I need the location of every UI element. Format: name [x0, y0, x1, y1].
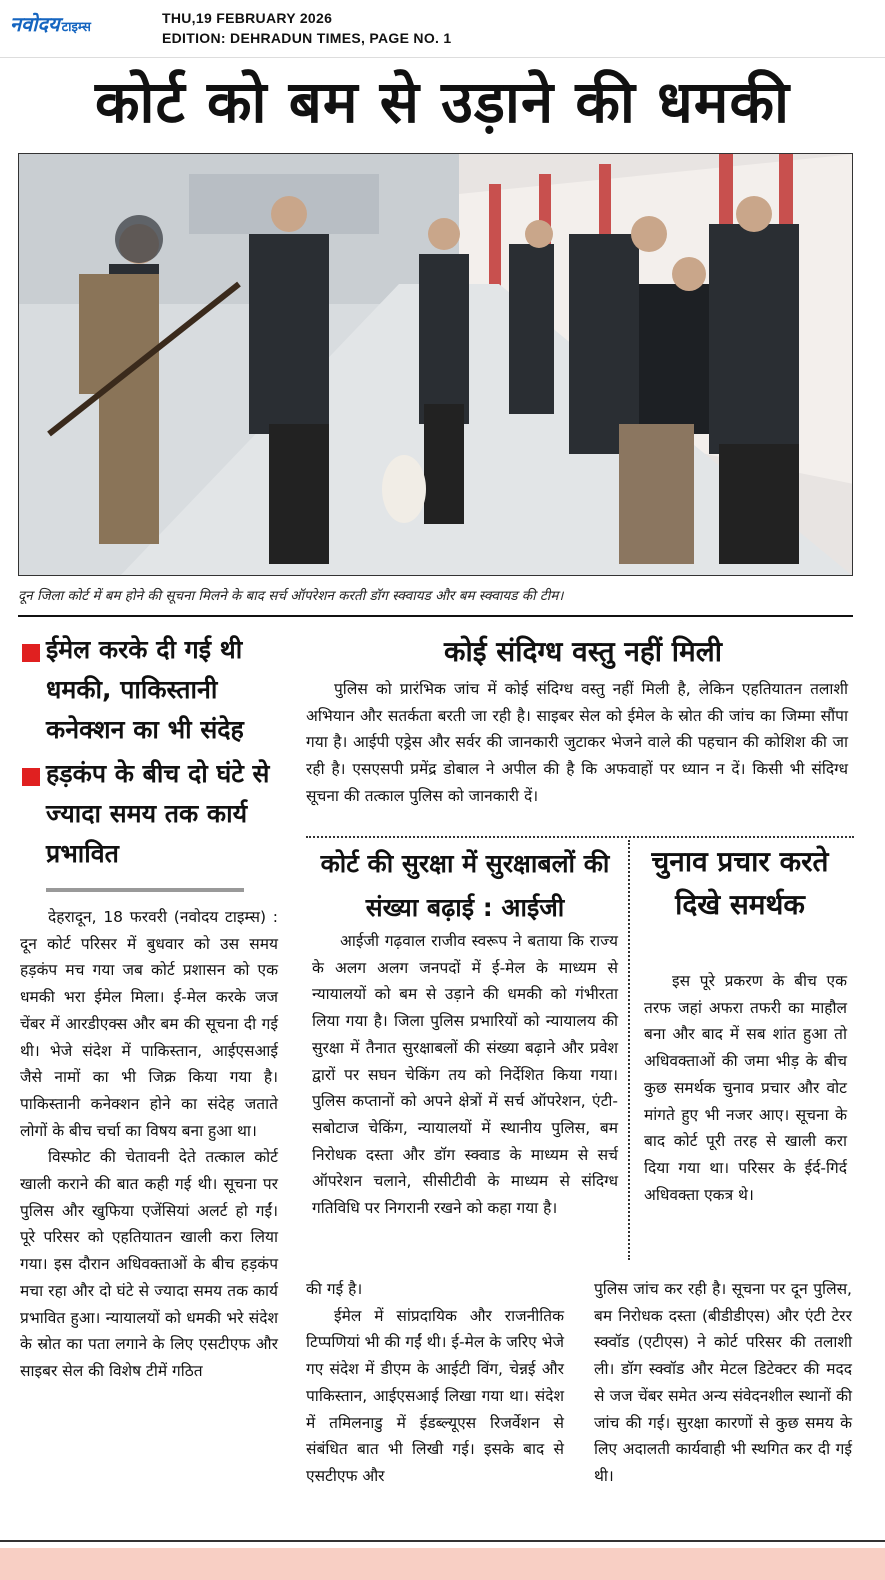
highlights-divider: [46, 888, 244, 892]
logo-sub-text: टाइम्स: [61, 20, 91, 35]
highlight-item: [22, 630, 282, 750]
highlight-text: ईमेल करके दी गई थी धमकी, पाकिस्तानी कनेक्शन का भी संदेह: [46, 635, 244, 744]
photo-illustration: [19, 154, 853, 576]
highlight-text: हड़कंप के बीच दो घंटे से ज्यादा समय तक कार्य प्रभावित: [46, 759, 270, 868]
article-line: की गई है।: [306, 1280, 363, 1298]
footer-divider: [0, 1540, 885, 1542]
main-headline: कोर्ट को बम से उड़ाने की धमकी: [94, 68, 791, 136]
article-paragraph: विस्फोट की चेतावनी देते तत्काल कोर्ट खाली कराने की बात कही गई थी। सूचना पर पुलिस और खुफिया एजेंसियां अलर्ट हो गईं। पूरे परिसर को एहतियातन खाली करा लिया गया। इस दौरान अधिवक्ताओं के बीच हड़कंप मचा रहा और दो घंटे से ज्यादा समय तक कार्य प्रभावित हुआ। न्यायालयों को धमकी भरे संदेश के स्रोत का पता लगाने के लिए एसटीएफ और साइबर सेल की विशेष टीमें गठित: [20, 1148, 278, 1380]
subheading-security-increased: कोर्ट की सुरक्षा में सुरक्षाबलों की संख्या बढ़ाई : आईजी: [320, 849, 610, 922]
article-continuation-column-2: [594, 1276, 852, 1490]
issue-date: THU,19 FEBRUARY 2026: [162, 10, 333, 26]
subheading-campaign-supporters: चुनाव प्रचार करते दिखे समर्थक: [651, 845, 829, 921]
article-left-column: [20, 904, 278, 1385]
news-photo: [18, 153, 853, 576]
photo-caption: दून जिला कोर्ट में बम होने की सूचना मिलने के बाद सर्च ऑपरेशन करती डॉग स्क्वायड और बम स्क्वायड की टीम।: [18, 588, 564, 604]
next-article-strip: [0, 1548, 885, 1580]
subheading-no-suspicious-item: कोई संदिग्ध वस्तु नहीं मिली: [444, 635, 722, 668]
highlight-item: [22, 754, 282, 874]
bullet-square-icon: [22, 644, 40, 662]
article-paragraph: पुलिस जांच कर रही है। सूचना पर दून पुलिस, बम निरोधक दस्ता (बीडीडीएस) और एंटी टेरर स्क्वॉड (एटीएस) ने कोर्ट परिसर की तलाशी ली। डॉग स्क्वॉड और मेटल डिटेक्टर की मदद से जज चेंबर समेत अन्य संवेदनशील स्थानों की जांच की गई। सुरक्षा कारणों से कुछ समय के लिए अदालती कार्यवाही भी स्थगित कर दी गई थी।: [594, 1280, 852, 1485]
masthead: [0, 0, 885, 58]
section-body-security-increased: [312, 928, 618, 1222]
dotted-divider-vertical: [628, 840, 630, 1260]
article-paragraph: इस पूरे प्रकरण के बीच एक तरफ जहां अफरा तफरी का माहौल बना और बाद में सब शांत हुआ तो अधिवक्ताओं की जमा भीड़ के बीच कुछ समर्थक चुनाव प्रचार और वोट मांगते हुए भी नजर आए। सूचना के बाद कोर्ट पूरी तरह से खाली करा दिया गया था। परिसर के ईर्द-गिर्द अधिवक्ता एकत्र थे।: [644, 972, 847, 1204]
article-paragraph: आईजी गढ़वाल राजीव स्वरूप ने बताया कि राज्य के अलग अलग जनपदों में ई-मेल के माध्यम से न्यायालयों को बम से उड़ाने की धमकी को गंभीरता लिया गया है। जिला पुलिस प्रभारियों को न्यायालय की सुरक्षा में तैनात सुरक्षाबलों की संख्या बढ़ाने और प्रवेश द्वारों पर सघन चेकिंग तय को निर्देशित किया गया। पुलिस कप्तानों को अपने क्षेत्रों में सर्च ऑपरेशन, एंटी-सबोटाज चेकिंग, न्यायालयों में स्थानीय पुलिस, बम निरोधक दस्ता और डॉग स्क्वाड के माध्यम से सर्च ऑपरेशन चलाने, सीसीटीवी के माध्यम से संदिग्ध गतिविधि पर निगरानी रखने को कहा गया है।: [312, 932, 618, 1218]
highlights-box: [22, 630, 282, 878]
dotted-divider-horizontal: [306, 836, 854, 838]
article-paragraph: देहरादून, 18 फरवरी (नवोदय टाइम्स) : दून कोर्ट परिसर में बुधवार को उस समय हड़कंप मच गया जब कोर्ट प्रशासन को एक धमकी भरा ईमेल मिला। ई-मेल करके जज चेंबर में आरडीएक्स और बम की सूचना दी गई थी। भेजे संदेश में पाकिस्तान, आईएसआई जैसे नामों का भी जिक्र किया गया है। पाकिस्तानी कनेक्शन होने का संदेह जताते लोगों के बीच चर्चा का विषय बना हुआ था।: [20, 908, 278, 1140]
section-body-no-suspicious-item: [306, 676, 848, 810]
edition-page: EDITION: DEHRADUN TIMES, PAGE NO. 1: [162, 30, 452, 46]
section-body-campaign-supporters: [644, 968, 847, 1208]
bullet-square-icon: [22, 768, 40, 786]
logo-main-text: नवोदय: [10, 12, 60, 36]
edition-info: [162, 8, 451, 48]
article-paragraph: पुलिस को प्रारंभिक जांच में कोई संदिग्ध वस्तु नहीं मिली है, लेकिन एहतियातन तलाशी अभियान और सतर्कता बरती जा रही है। साइबर सेल को ईमेल के स्रोत की जांच का जिम्मा सौंपा गया है। आईपी एड्रेस और सर्वर की जानकारी जुटाकर भेजने वाले की पहचान की कोशिश की जा रही है। एसएसपी प्रमेंद्र डोबाल ने अपील की है कि अफवाहों पर ध्यान न दें। किसी भी संदिग्ध सूचना की तत्काल पुलिस को जानकारी दें।: [306, 680, 848, 805]
caption-divider: [18, 615, 853, 617]
article-paragraph: ईमेल में सांप्रदायिक और राजनीतिक टिप्पणियां भी की गईं थी। ई-मेल के जरिए भेजे गए संदेश में डीएम के आईटी विंग, चेन्नई और पाकिस्तान, आईएसआई लिखा गया था। संदेश में तमिलनाडु में ईडब्ल्यूएस रिजर्वेशन से संबंधित बात भी लिखी गई। इसके बाद से एसटीएफ और: [306, 1306, 564, 1485]
article-continuation-column-1: [306, 1276, 564, 1490]
newspaper-logo[interactable]: [10, 10, 91, 36]
